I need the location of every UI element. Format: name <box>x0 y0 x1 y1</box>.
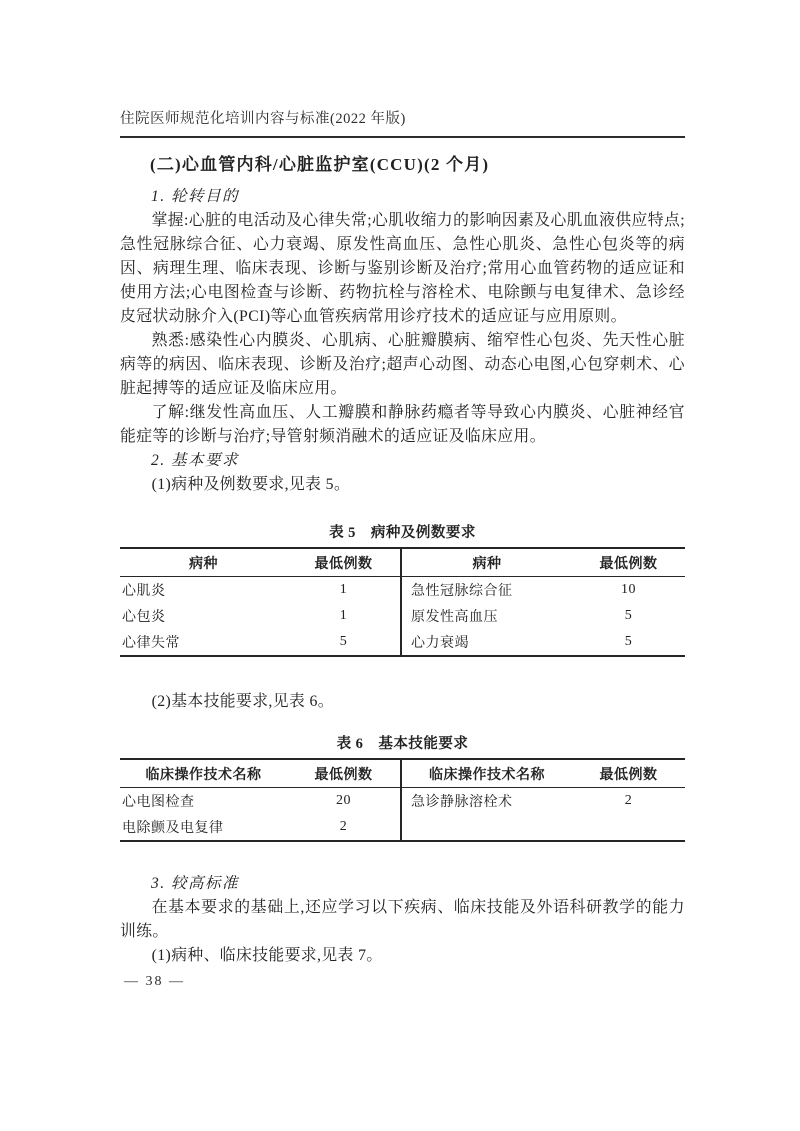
paragraph-disease-requirement: (1)病种及例数要求,见表 5。 <box>151 476 351 493</box>
table-cell: 急诊静脉溶栓术 <box>400 788 572 814</box>
header-rule <box>120 136 685 138</box>
table-5-header-disease-left: 病种 <box>189 556 218 572</box>
table-cell: 急性冠脉综合征 <box>400 577 572 603</box>
table-cell <box>400 814 572 840</box>
table-cell: 心律失常 <box>122 636 180 651</box>
table-cell: 1 <box>339 608 348 623</box>
table-cell: 20 <box>336 793 351 808</box>
table-cell: 5 <box>339 634 348 649</box>
heading-higher-standard: 3. 较高标准 <box>151 875 240 892</box>
table-6 <box>120 758 685 842</box>
table-cell: 心电图检查 <box>122 795 195 810</box>
table-6-title: 表 6 基本技能要求 <box>336 736 469 752</box>
table-5-header-mincases-right: 最低例数 <box>599 556 658 572</box>
table-5-header-mincases-left: 最低例数 <box>314 556 373 572</box>
table-cell: 2 <box>624 793 633 808</box>
table-row <box>120 577 685 603</box>
table-5-title: 表 5 病种及例数要求 <box>329 525 476 541</box>
paragraph-familiar: 熟悉:感染性心内膜炎、心肌病、心脏瓣膜病、缩窄性心包炎、先天性心脏病等的病因、临床表现、诊断及治疗;超声心动图、动态心电图,心包穿刺术、心脏起搏等的适应证及临床应用。 <box>120 332 685 397</box>
table-5-header-disease-right: 病种 <box>400 549 572 576</box>
paragraph-higher-standard: 在基本要求的基础上,还应学习以下疾病、临床技能及外语科研教学的能力训练。 <box>120 899 685 940</box>
table-6-header-row <box>120 760 685 788</box>
table-6-header-skill-left: 临床操作技术名称 <box>145 767 262 783</box>
paragraph-understand: 了解:继发性高血压、人工瓣膜和静脉药瘾者等导致心内膜炎、心脏神经官能症等的诊断与治疗;导管射频消融术的适应证及临床应用。 <box>120 404 685 445</box>
page-number: — 38 — <box>124 974 185 989</box>
paragraph-table7-reference: (1)病种、临床技能要求,见表 7。 <box>151 947 383 964</box>
table-5-header-row <box>120 549 685 577</box>
table-cell: 心包炎 <box>122 610 166 625</box>
table-cell: 心力衰竭 <box>400 629 572 655</box>
table-row <box>120 603 685 629</box>
table-row <box>120 629 685 655</box>
section-title: (二)心血管内科/心脏监护室(CCU)(2 个月) <box>150 155 490 174</box>
table-cell: 5 <box>624 608 633 623</box>
table-6-header-mincases-right: 最低例数 <box>599 767 658 783</box>
table-6-header-mincases-left: 最低例数 <box>314 767 373 783</box>
heading-basic-requirements: 2. 基本要求 <box>151 452 240 469</box>
heading-rotation-purpose: 1. 轮转目的 <box>151 188 240 205</box>
running-header: 住院医师规范化培训内容与标准(2022 年版) <box>120 111 406 127</box>
paragraph-master: 掌握:心脏的电活动及心律失常;心肌收缩力的影响因素及心肌血液供应特点;急性冠脉综合征、心力衰竭、原发性高血压、急性心肌炎、急性心包炎等的病因、病理生理、临床表现、诊断与鉴别诊断及治疗;常用心血管药物的适应证和使用方法;心电图检查与诊断、药物抗栓与溶栓术、电除颤与电复律术、急诊经皮冠状动脉介入(PCI)等心血管疾病常用诊疗技术的适应证与应用原则。 <box>120 212 685 325</box>
paragraph-skill-requirement: (2)基本技能要求,见表 6。 <box>151 693 334 710</box>
table-5 <box>120 547 685 657</box>
table-cell: 2 <box>339 819 348 834</box>
table-cell: 5 <box>624 634 633 649</box>
table-row <box>120 814 685 840</box>
table-6-header-skill-right: 临床操作技术名称 <box>400 760 572 787</box>
table-cell <box>572 814 685 840</box>
table-cell: 10 <box>621 582 636 597</box>
table-cell: 1 <box>339 582 348 597</box>
table-cell: 原发性高血压 <box>400 603 572 629</box>
table-row <box>120 788 685 814</box>
table-cell: 电除颤及电复律 <box>122 821 224 836</box>
table-cell: 心肌炎 <box>122 584 166 599</box>
